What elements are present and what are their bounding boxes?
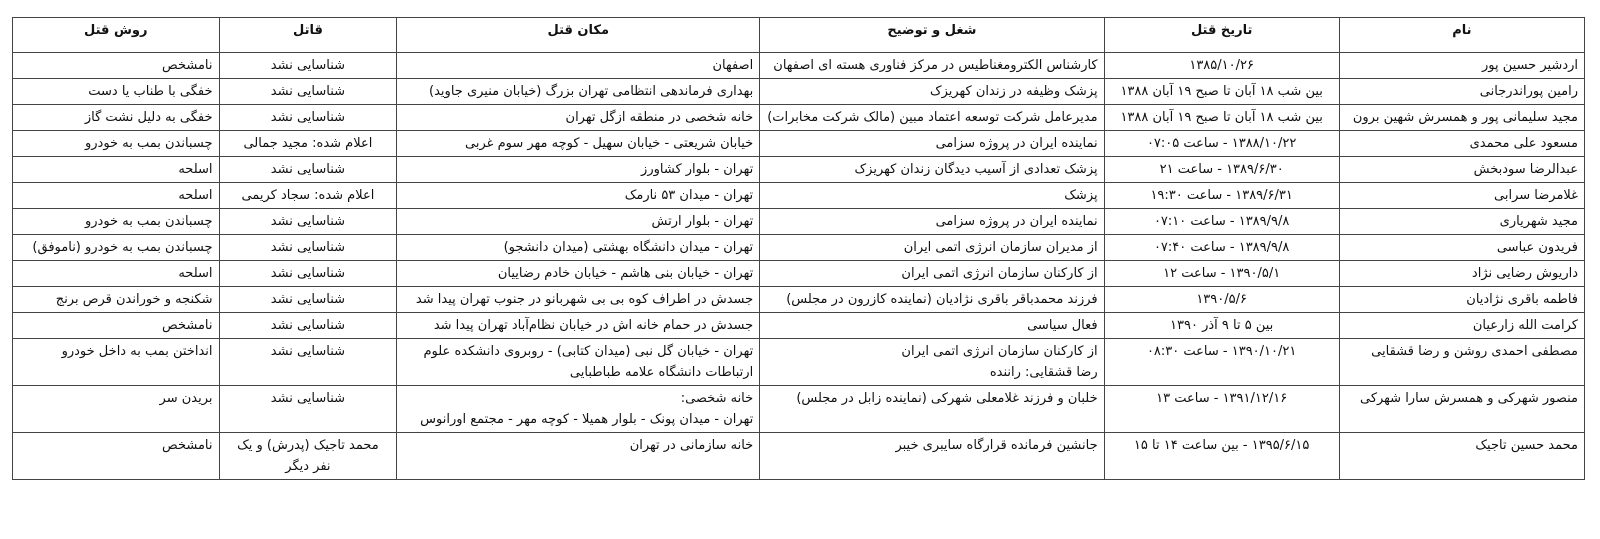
cell-job: از کارکنان سازمان انرژی اتمی ایران — [760, 261, 1104, 287]
cell-line: تهران - میدان پونک - بلوار همیلا - کوچه مهر - مجتمع اورانوس — [420, 412, 754, 427]
cell-date: ۱۳۹۵/۶/۱۵ - بین ساعت ۱۴ تا ۱۵ — [1104, 433, 1339, 480]
cell-date: ۱۳۹۰/۵/۱ - ساعت ۱۲ — [1104, 261, 1339, 287]
header-method: روش قتل — [13, 18, 220, 53]
cell-name: غلامرضا سرابی — [1339, 183, 1584, 209]
cell-method: انداختن بمب به داخل خودرو — [13, 339, 220, 386]
cell-method: چسباندن بمب به خودرو — [13, 209, 220, 235]
cell-line: نفر دیگر — [285, 459, 331, 474]
cell-name: اردشیر حسین پور — [1339, 53, 1584, 79]
table-row — [13, 313, 1585, 339]
cell-method: اسلحه — [13, 157, 220, 183]
cell-date: ۱۳۸۵/۱۰/۲۶ — [1104, 53, 1339, 79]
cell-killer — [219, 433, 397, 480]
table-row — [13, 53, 1585, 79]
cell-job: فعال سیاسی — [760, 313, 1104, 339]
cell-place: تهران - خیابان بنی هاشم - خیابان خادم رضاییان — [397, 261, 760, 287]
cell-killer: شناسایی نشد — [219, 339, 397, 386]
cell-method: اسلحه — [13, 261, 220, 287]
cell-line: خانه شخصی: — [680, 391, 754, 406]
table-row — [13, 433, 1585, 480]
cell-date: ۱۳۸۸/۱۰/۲۲ - ساعت ۰۷:۰۵ — [1104, 131, 1339, 157]
cell-name: مصطفی احمدی روشن و رضا قشقایی — [1339, 339, 1584, 386]
cell-killer: شناسایی نشد — [219, 209, 397, 235]
assassinations-table — [12, 17, 1585, 480]
cell-name: منصور شهرکی و همسرش سارا شهرکی — [1339, 386, 1584, 433]
cell-name: محمد حسین تاجیک — [1339, 433, 1584, 480]
cell-date: ۱۳۸۹/۹/۸ - ساعت ۰۷:۱۰ — [1104, 209, 1339, 235]
cell-name: فاطمه باقری نژادیان — [1339, 287, 1584, 313]
header-date: تاریخ قتل — [1104, 18, 1339, 53]
cell-date: بین شب ۱۸ آبان تا صبح ۱۹ آبان ۱۳۸۸ — [1104, 105, 1339, 131]
cell-killer: شناسایی نشد — [219, 79, 397, 105]
cell-date: ۱۳۸۹/۶/۳۰ - ساعت ۲۱ — [1104, 157, 1339, 183]
cell-method: چسباندن بمب به خودرو — [13, 131, 220, 157]
table-row — [13, 287, 1585, 313]
cell-line: محمد تاجیک (پدرش) و یک — [237, 438, 379, 453]
cell-job: نماینده ایران در پروژه سزامی — [760, 209, 1104, 235]
cell-date: ۱۳۸۹/۶/۳۱ - ساعت ۱۹:۳۰ — [1104, 183, 1339, 209]
cell-method: اسلحه — [13, 183, 220, 209]
cell-method: بریدن سر — [13, 386, 220, 433]
cell-method: نامشخص — [13, 433, 220, 480]
cell-date: ۱۳۹۰/۵/۶ — [1104, 287, 1339, 313]
cell-name: فریدون عباسی — [1339, 235, 1584, 261]
cell-job: کارشناس الکترومغناطیس در مرکز فناوری هسته ای اصفهان — [760, 53, 1104, 79]
cell-name: مجید شهریاری — [1339, 209, 1584, 235]
cell-line: ارتباطات دانشگاه علامه طباطبایی — [569, 365, 754, 380]
table-row — [13, 235, 1585, 261]
cell-place: خانه سازمانی در تهران — [397, 433, 760, 480]
cell-line: از کارکنان سازمان انرژی اتمی ایران — [901, 344, 1098, 359]
cell-date: ۱۳۹۱/۱۲/۱۶ - ساعت ۱۳ — [1104, 386, 1339, 433]
cell-method: نامشخص — [13, 313, 220, 339]
cell-place: جسدش در اطراف کوه بی بی شهربانو در جنوب تهران پیدا شد — [397, 287, 760, 313]
cell-place: تهران - بلوار کشاورز — [397, 157, 760, 183]
cell-place: تهران - میدان ۵۳ نارمک — [397, 183, 760, 209]
table-row — [13, 386, 1585, 433]
header-killer: قاتل — [219, 18, 397, 53]
cell-job: مدیرعامل شرکت توسعه اعتماد مبین (مالک شرکت مخابرات) — [760, 105, 1104, 131]
document-page — [12, 17, 1585, 480]
cell-killer: اعلام شده: مجید جمالی — [219, 131, 397, 157]
cell-place: بهداری فرماندهی انتظامی تهران بزرگ (خیابان منیری جاوید) — [397, 79, 760, 105]
table-row — [13, 131, 1585, 157]
table-row — [13, 261, 1585, 287]
cell-job: پزشک وظیفه در زندان کهریزک — [760, 79, 1104, 105]
table-header-row — [13, 18, 1585, 53]
cell-job: فرزند محمدباقر باقری نژادیان (نماینده کازرون در مجلس) — [760, 287, 1104, 313]
cell-killer: شناسایی نشد — [219, 105, 397, 131]
cell-job: نماینده ایران در پروژه سزامی — [760, 131, 1104, 157]
cell-method: شکنجه و خوراندن قرص برنج — [13, 287, 220, 313]
cell-killer: شناسایی نشد — [219, 157, 397, 183]
cell-name: کرامت الله زارعیان — [1339, 313, 1584, 339]
cell-place: خیابان شریعتی - خیابان سهیل - کوچه مهر سوم غربی — [397, 131, 760, 157]
cell-job: جانشین فرمانده قرارگاه سایبری خیبر — [760, 433, 1104, 480]
cell-killer: شناسایی نشد — [219, 313, 397, 339]
table-row — [13, 105, 1585, 131]
cell-job: خلبان و فرزند غلامعلی شهرکی (نماینده زابل در مجلس) — [760, 386, 1104, 433]
table-row — [13, 79, 1585, 105]
cell-killer: شناسایی نشد — [219, 386, 397, 433]
cell-job — [760, 339, 1104, 386]
cell-line: تهران - خیابان گل نبی (میدان کتابی) - روبروی دانشکده علوم — [423, 344, 754, 359]
cell-name: مسعود علی محمدی — [1339, 131, 1584, 157]
cell-place: خانه شخصی در منطقه ازگل تهران — [397, 105, 760, 131]
cell-place — [397, 339, 760, 386]
cell-date: ۱۳۹۰/۱۰/۲۱ - ساعت ۰۸:۳۰ — [1104, 339, 1339, 386]
cell-job: پزشک — [760, 183, 1104, 209]
table-row — [13, 157, 1585, 183]
table-row — [13, 339, 1585, 386]
cell-place — [397, 386, 760, 433]
cell-method: خفگی به دلیل نشت گاز — [13, 105, 220, 131]
cell-name: مجید سلیمانی پور و همسرش شهین برون — [1339, 105, 1584, 131]
cell-method: خفگی با طناب یا دست — [13, 79, 220, 105]
cell-killer: شناسایی نشد — [219, 287, 397, 313]
cell-line: رضا قشقایی: راننده — [989, 365, 1098, 380]
header-name: نام — [1339, 18, 1584, 53]
cell-place: جسدش در حمام خانه اش در خیابان نظام‌آباد تهران پیدا شد — [397, 313, 760, 339]
cell-method: چسباندن بمب به خودرو (ناموفق) — [13, 235, 220, 261]
cell-place: تهران - بلوار ارتش — [397, 209, 760, 235]
cell-killer: شناسایی نشد — [219, 53, 397, 79]
cell-job: پزشک تعدادی از آسیب دیدگان زندان کهریزک — [760, 157, 1104, 183]
cell-place: تهران - میدان دانشگاه بهشتی (میدان دانشجو) — [397, 235, 760, 261]
cell-date: بین ۵ تا ۹ آذر ۱۳۹۰ — [1104, 313, 1339, 339]
cell-killer: شناسایی نشد — [219, 261, 397, 287]
cell-date: بین شب ۱۸ آبان تا صبح ۱۹ آبان ۱۳۸۸ — [1104, 79, 1339, 105]
cell-name: رامین پوراندرجانی — [1339, 79, 1584, 105]
cell-place: اصفهان — [397, 53, 760, 79]
cell-job: از مدیران سازمان انرژی اتمی ایران — [760, 235, 1104, 261]
cell-killer: شناسایی نشد — [219, 235, 397, 261]
cell-name: عبدالرضا سودبخش — [1339, 157, 1584, 183]
cell-method: نامشخص — [13, 53, 220, 79]
cell-date: ۱۳۸۹/۹/۸ - ساعت ۰۷:۴۰ — [1104, 235, 1339, 261]
header-job: شغل و توضیح — [760, 18, 1104, 53]
table-row — [13, 183, 1585, 209]
table-row — [13, 209, 1585, 235]
header-place: مکان قتل — [397, 18, 760, 53]
cell-name: داریوش رضایی نژاد — [1339, 261, 1584, 287]
cell-killer: اعلام شده: سجاد کریمی — [219, 183, 397, 209]
